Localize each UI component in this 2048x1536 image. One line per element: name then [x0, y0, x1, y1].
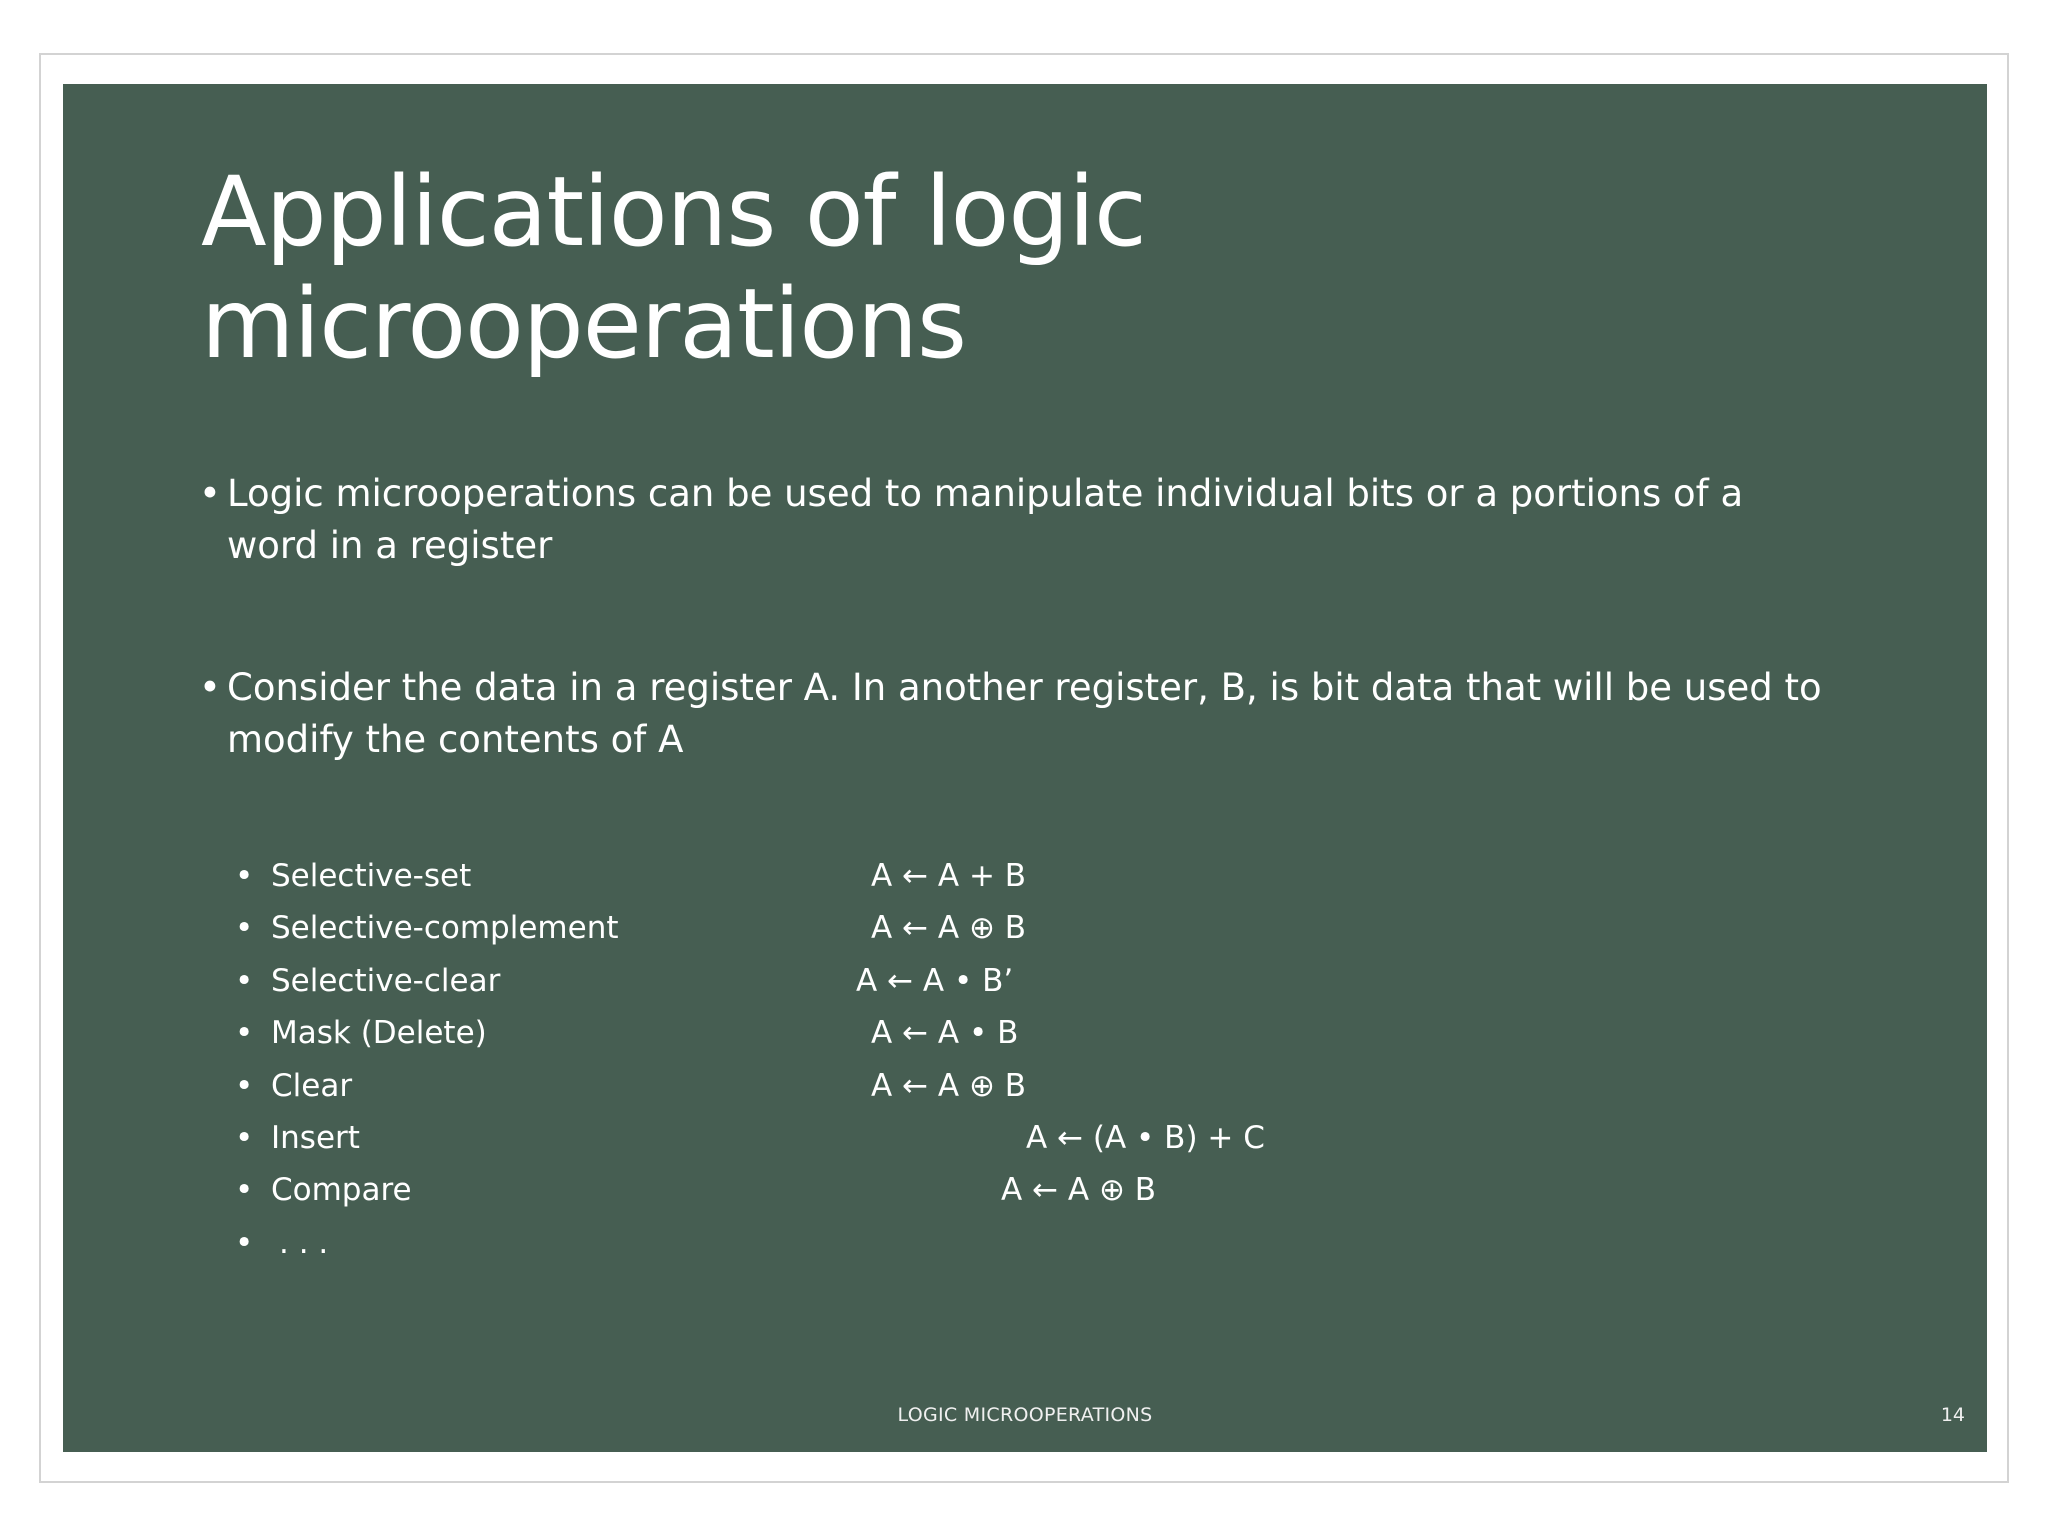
slide-title-line-2: microoperations	[201, 268, 966, 380]
operation-item	[235, 1217, 1435, 1269]
page-number: 14	[1940, 1404, 1965, 1426]
footer-title: LOGIC MICROOPERATIONS	[897, 1404, 1153, 1426]
operation-expression: A ← A ⊕ B	[871, 910, 1027, 947]
operation-item	[235, 955, 1435, 1007]
bullet-icon: •	[235, 962, 254, 999]
operation-expression: A ← A ⊕ B	[871, 1067, 1027, 1104]
operation-list	[235, 850, 1435, 1269]
bullet-icon: •	[235, 910, 254, 947]
bullet-icon: •	[199, 666, 221, 709]
bullet-icon: •	[235, 1015, 254, 1052]
operation-label: Selective-complement	[271, 910, 619, 947]
operation-item	[235, 1112, 1435, 1164]
bullet-icon: •	[235, 1067, 254, 1104]
operation-label: Selective-set	[271, 858, 472, 894]
main-bullet	[193, 662, 1913, 766]
bullet-text-line-1: Consider the data in a register A. In another register, B, is bit data that will be used to	[227, 666, 1822, 709]
operation-expression: A ← A • B’	[856, 962, 1014, 999]
operation-label: Compare	[271, 1172, 412, 1209]
bullet-text-line-2: modify the contents of A	[227, 718, 684, 761]
bullet-text-line-1: Logic microoperations can be used to manipulate individual bits or a portions of a	[227, 472, 1744, 515]
main-bullet-list	[193, 468, 1913, 856]
operation-label: Insert	[271, 1119, 360, 1156]
operation-label: Selective-clear	[271, 962, 501, 999]
operation-expression: A ← A + B	[871, 858, 1027, 894]
slide-title-line-1: Applications of logic	[201, 156, 1146, 268]
slide	[63, 84, 1987, 1452]
bullet-icon: •	[235, 1224, 254, 1261]
operation-item	[235, 1164, 1435, 1216]
operation-label: . . .	[279, 1224, 329, 1261]
main-bullet	[193, 468, 1913, 572]
operation-item	[235, 902, 1435, 954]
operation-label: Mask (Delete)	[271, 1015, 487, 1052]
operation-expression: A ← (A • B) + C	[1026, 1119, 1265, 1156]
operation-label: Clear	[271, 1067, 353, 1104]
operation-item	[235, 1060, 1435, 1112]
operation-item	[235, 1007, 1435, 1059]
bullet-icon: •	[199, 472, 221, 515]
slide-title	[201, 156, 1501, 380]
operation-item	[235, 850, 1435, 902]
operation-expression: A ← A • B	[871, 1015, 1019, 1052]
bullet-icon: •	[235, 1119, 254, 1156]
operation-expression: A ← A ⊕ B	[1001, 1172, 1157, 1209]
bullet-text-line-2: word in a register	[227, 524, 553, 567]
bullet-icon: •	[235, 1172, 254, 1209]
bullet-icon: •	[235, 858, 254, 894]
